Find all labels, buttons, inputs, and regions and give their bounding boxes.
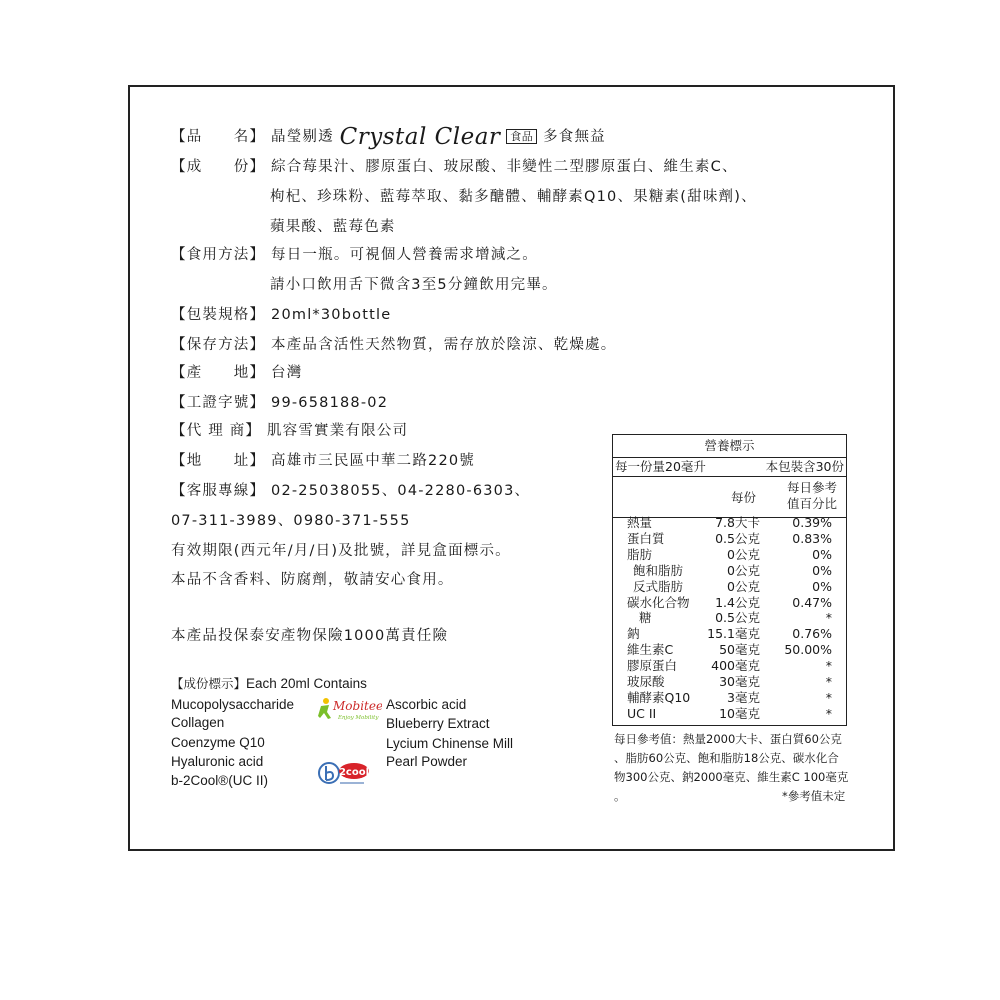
nutrient-name: UC II [627, 705, 657, 721]
nutrition-row [613, 531, 846, 547]
2cool-wordmark: 2cool [338, 767, 370, 778]
nutrition-row [613, 515, 846, 531]
nutrient-amount: 0公克 [727, 546, 760, 562]
spec-row [171, 306, 391, 324]
ingredients-line2: 枸杞、珍珠粉、藍莓萃取、黏多醣體、輔酵素Q10、果糖素(甜味劑)、 [270, 189, 757, 205]
ingredients-line3: 蘋果酸、藍莓色素 [270, 219, 396, 235]
nutrient-daily-value: * [825, 658, 832, 674]
nutrient-daily-value: * [825, 705, 832, 721]
nutrient-name: 蛋白質 [627, 530, 665, 546]
agent-value: 肌容雪實業有限公司 [266, 423, 409, 439]
composition-right-2: Lycium Chinense Mill [386, 736, 514, 751]
ingredients-line1: 綜合莓果汁、膠原蛋白、玻尿酸、非變性二型膠原蛋白、維生素C、 [271, 159, 738, 175]
nutrition-row [613, 642, 846, 658]
nutrient-daily-value: 0.47% [792, 594, 832, 610]
cert-label: 【工證字號】 [171, 395, 266, 411]
nutrition-row [613, 579, 846, 595]
insurance-note: 本產品投保泰安產物保險1000萬責任險 [171, 628, 449, 644]
food-badge: 食品 [506, 129, 537, 144]
agent-row [171, 422, 408, 440]
nutrient-name: 反式脂肪 [633, 578, 684, 594]
nutrient-amount: 50毫克 [719, 642, 760, 658]
mobitee-wordmark: Mobitee [333, 699, 382, 713]
mobitee-figure-icon [318, 698, 331, 719]
nutrient-name: 輔酵素Q10 [627, 689, 691, 705]
nutrition-row [613, 674, 846, 690]
nutrition-row [613, 706, 846, 722]
nutrition-row [613, 610, 846, 626]
origin-row [171, 364, 302, 382]
nutrient-amount: 0公克 [727, 578, 760, 594]
usage-line2: 請小口飲用舌下微含3至5分鐘飲用完畢。 [270, 277, 558, 293]
nutrient-name: 鈉 [627, 626, 640, 642]
nutrient-amount: 30毫克 [719, 674, 760, 689]
nutrient-daily-value: 0.76% [792, 626, 832, 642]
2cool-logo [318, 758, 382, 788]
nutrition-footnote-5: *參考值未定 [782, 789, 846, 803]
nutrition-row [613, 595, 846, 611]
composition-right-0: Ascorbic acid [386, 697, 467, 712]
storage-label: 【保存方法】 [171, 337, 266, 353]
nutrient-daily-value: * [825, 689, 832, 705]
b-mark-icon [319, 763, 339, 783]
food-warning: 多食無益 [543, 129, 606, 145]
composition-right-1: Blueberry Extract [386, 716, 490, 731]
nutrient-amount: 10毫克 [719, 705, 760, 721]
nutrition-serving: 每一份量20毫升 [615, 459, 706, 474]
nutrient-name: 熱量 [627, 515, 653, 530]
nutrition-row [613, 690, 846, 706]
nutrient-name: 玻尿酸 [627, 674, 665, 689]
storage-row [171, 336, 616, 354]
nutrient-amount: 0.5公克 [715, 610, 760, 626]
nutrient-amount: 0.5公克 [715, 530, 760, 546]
service-line2: 07-311-3989、0980-371-555 [171, 513, 411, 529]
nutrition-row [613, 563, 846, 579]
nutrient-name: 維生素C [627, 642, 674, 658]
nutrition-footnote-2: 、脂肪60公克、飽和脂肪18公克、碳水化合 [614, 751, 839, 765]
spec-label: 【包裝規格】 [171, 307, 266, 323]
usage-line1: 每日一瓶。可視個人營養需求增減之。 [271, 247, 538, 263]
nutrient-name: 飽和脂肪 [633, 562, 684, 578]
nutrition-footnote-1: 每日參考值：熱量2000大卡、蛋白質60公克 [614, 732, 842, 746]
service-line1: 02-25038055、04-2280-6303、 [271, 483, 531, 499]
nutrient-amount: 0公克 [727, 562, 760, 578]
nutrition-serving-row [613, 458, 846, 477]
agent-label: 【代 理 商】 [171, 423, 262, 439]
nutrition-footnote-3: 物300公克、鈉2000毫克、維生素C 100毫克 [614, 770, 849, 784]
nutrient-name: 膠原蛋白 [627, 658, 678, 674]
nutrient-amount: 15.1毫克 [707, 626, 760, 642]
service-row [171, 482, 530, 500]
cert-row [171, 394, 388, 412]
service-label: 【客服專線】 [171, 483, 266, 499]
usage-row [171, 246, 538, 264]
nutrient-daily-value: 0% [812, 562, 832, 578]
nutrition-row [613, 658, 846, 674]
nutrition-row [613, 626, 846, 642]
cert-value: 99-658188-02 [271, 395, 389, 411]
nutrient-name: 碳水化合物 [627, 594, 690, 610]
usage-label: 【食用方法】 [171, 247, 266, 263]
ingredients-row [171, 158, 738, 176]
nutrient-name: 糖 [639, 610, 652, 626]
nutrition-footnote-4: 。 [614, 789, 626, 803]
address-row [171, 452, 475, 470]
composition-left-0: Mucopolysaccharide [171, 697, 295, 712]
mobitee-logo [318, 694, 382, 728]
nutrient-daily-value: 0.83% [792, 530, 832, 546]
product-name-cn: 晶瑩剔透 [271, 129, 334, 145]
origin-label: 【產 地】 [171, 365, 266, 381]
nutrient-amount: 400毫克 [711, 658, 760, 674]
nutrition-table [612, 434, 847, 726]
product-name-script: Crystal Clear [339, 124, 501, 150]
nutrient-daily-value: * [825, 610, 832, 626]
nutrient-daily-value: 0% [812, 546, 832, 562]
address-label: 【地 址】 [171, 453, 266, 469]
nutrition-row [613, 547, 846, 563]
composition-right-3: Pearl Powder [386, 754, 468, 769]
composition-left-1: Collagen [171, 715, 225, 730]
composition-left-3: Hyaluronic acid [171, 754, 264, 769]
composition-heading: Each 20ml Contains [246, 676, 367, 691]
product-name-label: 【品 名】 [171, 129, 266, 145]
storage-value: 本產品含活性天然物質，需存放於陰涼、乾燥處。 [271, 337, 617, 353]
nutrient-amount: 3毫克 [727, 689, 760, 705]
nutrient-daily-value: 0% [812, 578, 832, 594]
nutrient-daily-value: 0.39% [792, 515, 832, 530]
spec-value: 20ml*30bottle [271, 307, 392, 323]
nutrient-daily-value: * [825, 674, 832, 689]
address-value: 高雄市三民區中華二路220號 [271, 453, 475, 469]
product-name-row [171, 124, 606, 150]
nutrition-title: 營養標示 [613, 435, 846, 458]
origin-value: 台灣 [271, 365, 303, 381]
composition-left-2: Coenzyme Q10 [171, 735, 265, 750]
expiry-note: 有效期限(西元年/月/日)及批號，詳見盒面標示。 [171, 543, 511, 559]
composition-heading-row [171, 675, 367, 693]
nutrition-column-header [613, 477, 846, 518]
nutrient-amount: 1.4公克 [715, 594, 760, 610]
composition-left-4: b-2Cool®(UC II) [171, 773, 268, 788]
composition-label: 【成份標示】 [171, 676, 247, 691]
mobitee-tagline: Enjoy Mobility [338, 715, 379, 721]
nutrient-daily-value: 50.00% [784, 642, 832, 658]
nutrition-servings-per: 本包裝含30份 [765, 459, 844, 474]
no-additives-note: 本品不含香料、防腐劑，敬請安心食用。 [171, 572, 454, 588]
nutrient-amount: 7.8大卡 [715, 515, 760, 530]
ingredients-label: 【成 份】 [171, 159, 266, 175]
nutrient-name: 脂肪 [627, 546, 653, 562]
nutrition-col-per: 每份 [731, 490, 757, 505]
nutrition-col-dv: 每日參考值百分比 [786, 480, 837, 511]
